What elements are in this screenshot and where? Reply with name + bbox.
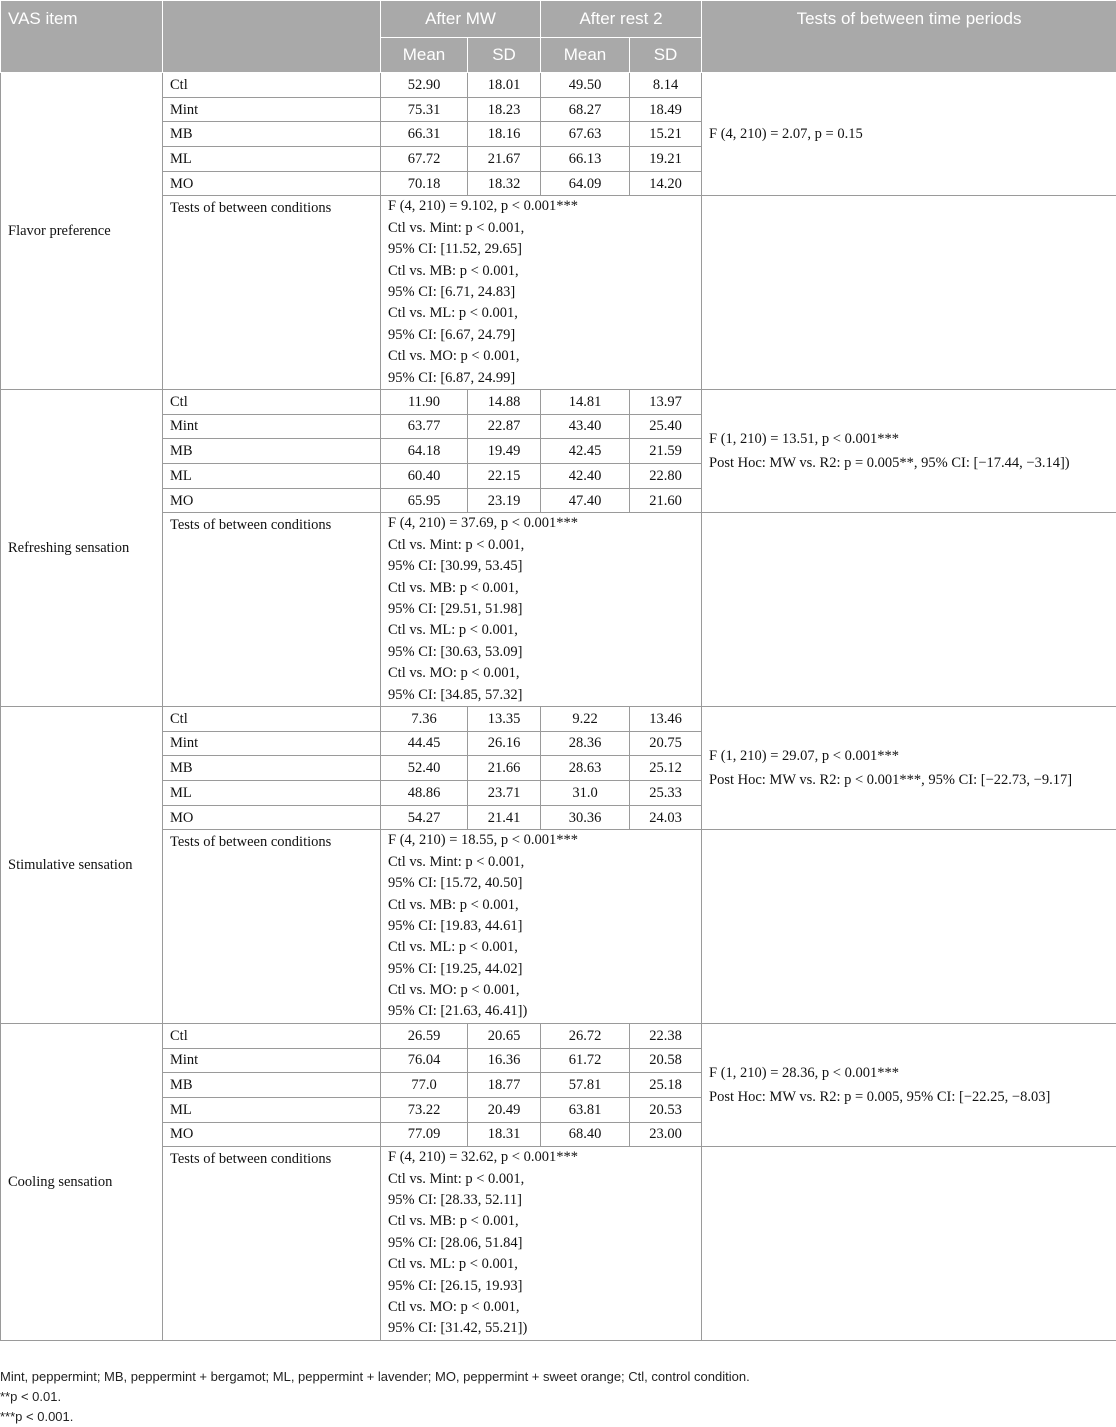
cell-r2-sd: 13.46 bbox=[630, 706, 702, 731]
cell-r2-sd: 24.03 bbox=[630, 805, 702, 830]
conditions-test-line: 95% CI: [28.06, 51.84] bbox=[388, 1233, 694, 1254]
conditions-test-line: 95% CI: [6.71, 24.83] bbox=[388, 282, 694, 303]
table-row bbox=[1, 389, 1116, 414]
cell-r2-mean: 43.40 bbox=[541, 414, 630, 439]
cell-r2-sd: 13.97 bbox=[630, 389, 702, 414]
footnote-abbreviations: Mint, peppermint; MB, peppermint + bergamot; ML, peppermint + lavender; MO, peppermint + sweet orange; Ctl, control condition. bbox=[0, 1367, 750, 1387]
cell-mw-mean: 77.09 bbox=[381, 1122, 468, 1147]
table-header bbox=[1, 1, 1116, 73]
vas-item-name: Flavor preference bbox=[1, 73, 163, 390]
vas-item-name: Stimulative sensation bbox=[1, 706, 163, 1023]
cell-r2-mean: 42.40 bbox=[541, 464, 630, 489]
cell-r2-mean: 64.09 bbox=[541, 171, 630, 196]
conditions-test-line: F (4, 210) = 32.62, p < 0.001*** bbox=[388, 1147, 694, 1168]
cell-r2-sd: 25.40 bbox=[630, 414, 702, 439]
condition-label: Mint bbox=[163, 414, 381, 439]
conditions-test-line: Ctl vs. Mint: p < 0.001, bbox=[388, 1169, 694, 1190]
cell-r2-sd: 19.21 bbox=[630, 147, 702, 172]
conditions-test-line: Ctl vs. MB: p < 0.001, bbox=[388, 578, 694, 599]
header-r2-mean: Mean bbox=[541, 38, 630, 73]
cell-mw-sd: 18.32 bbox=[468, 171, 541, 196]
empty-cell bbox=[702, 196, 1116, 390]
cell-r2-sd: 8.14 bbox=[630, 73, 702, 98]
condition-label: ML bbox=[163, 464, 381, 489]
cell-mw-sd: 18.31 bbox=[468, 1122, 541, 1147]
cell-mw-mean: 75.31 bbox=[381, 97, 468, 122]
time-period-tests bbox=[702, 1023, 1116, 1146]
conditions-test-line: Ctl vs. MB: p < 0.001, bbox=[388, 261, 694, 282]
conditions-test-results bbox=[381, 1147, 702, 1341]
time-period-tests bbox=[702, 389, 1116, 512]
conditions-test-row bbox=[1, 1147, 1116, 1341]
condition-label: MO bbox=[163, 1122, 381, 1147]
cell-r2-sd: 25.12 bbox=[630, 756, 702, 781]
conditions-test-line: 95% CI: [26.15, 19.93] bbox=[388, 1276, 694, 1297]
conditions-test-line: 95% CI: [19.25, 44.02] bbox=[388, 959, 694, 980]
table-body bbox=[1, 73, 1116, 1341]
conditions-test-line: Ctl vs. ML: p < 0.001, bbox=[388, 303, 694, 324]
cell-mw-mean: 54.27 bbox=[381, 805, 468, 830]
time-period-tests bbox=[702, 73, 1116, 196]
cell-r2-mean: 57.81 bbox=[541, 1073, 630, 1098]
conditions-test-results bbox=[381, 513, 702, 707]
cell-r2-mean: 61.72 bbox=[541, 1048, 630, 1073]
time-test-line: F (1, 210) = 29.07, p < 0.001*** bbox=[709, 744, 1109, 768]
cell-mw-sd: 16.36 bbox=[468, 1048, 541, 1073]
header-mw-sd: SD bbox=[468, 38, 541, 73]
cell-mw-mean: 11.90 bbox=[381, 389, 468, 414]
conditions-test-line: 95% CI: [31.42, 55.21]) bbox=[388, 1318, 694, 1339]
conditions-test-line: 95% CI: [6.67, 24.79] bbox=[388, 325, 694, 346]
cell-mw-sd: 18.23 bbox=[468, 97, 541, 122]
conditions-test-line: Ctl vs. MO: p < 0.001, bbox=[388, 980, 694, 1001]
time-test-line: F (4, 210) = 2.07, p = 0.15 bbox=[709, 122, 1109, 146]
condition-label: MO bbox=[163, 171, 381, 196]
condition-label: Ctl bbox=[163, 389, 381, 414]
cell-mw-sd: 26.16 bbox=[468, 731, 541, 756]
cell-r2-mean: 28.36 bbox=[541, 731, 630, 756]
condition-label: MB bbox=[163, 1073, 381, 1098]
header-mw-mean: Mean bbox=[381, 38, 468, 73]
cell-mw-sd: 14.88 bbox=[468, 389, 541, 414]
conditions-test-results bbox=[381, 196, 702, 390]
conditions-test-line: 95% CI: [21.63, 46.41]) bbox=[388, 1001, 694, 1022]
empty-cell bbox=[702, 1147, 1116, 1341]
conditions-test-line: 95% CI: [11.52, 29.65] bbox=[388, 239, 694, 260]
conditions-test-line: 95% CI: [6.87, 24.99] bbox=[388, 368, 694, 389]
cell-mw-mean: 65.95 bbox=[381, 488, 468, 513]
footnote-p001: ***p < 0.001. bbox=[0, 1407, 750, 1427]
cell-mw-sd: 20.65 bbox=[468, 1023, 541, 1048]
cell-mw-mean: 66.31 bbox=[381, 122, 468, 147]
cell-r2-sd: 18.49 bbox=[630, 97, 702, 122]
cell-mw-mean: 77.0 bbox=[381, 1073, 468, 1098]
condition-label: MB bbox=[163, 439, 381, 464]
table-row bbox=[1, 1023, 1116, 1048]
conditions-test-line: Ctl vs. ML: p < 0.001, bbox=[388, 937, 694, 958]
conditions-test-line: 95% CI: [15.72, 40.50] bbox=[388, 873, 694, 894]
cell-mw-mean: 7.36 bbox=[381, 706, 468, 731]
cell-mw-sd: 21.67 bbox=[468, 147, 541, 172]
table-row bbox=[1, 73, 1116, 98]
condition-label: ML bbox=[163, 1097, 381, 1122]
conditions-test-row bbox=[1, 513, 1116, 707]
table-footnotes bbox=[0, 1367, 750, 1427]
cell-r2-mean: 30.36 bbox=[541, 805, 630, 830]
cell-mw-mean: 64.18 bbox=[381, 439, 468, 464]
conditions-test-line: Ctl vs. MO: p < 0.001, bbox=[388, 1297, 694, 1318]
cell-r2-mean: 31.0 bbox=[541, 780, 630, 805]
cell-r2-mean: 49.50 bbox=[541, 73, 630, 98]
vas-item-name: Refreshing sensation bbox=[1, 389, 163, 706]
cell-mw-sd: 21.41 bbox=[468, 805, 541, 830]
condition-label: Ctl bbox=[163, 706, 381, 731]
cell-mw-sd: 22.15 bbox=[468, 464, 541, 489]
conditions-test-line: 95% CI: [28.33, 52.11] bbox=[388, 1190, 694, 1211]
condition-label: MO bbox=[163, 488, 381, 513]
conditions-test-line: 95% CI: [30.63, 53.09] bbox=[388, 642, 694, 663]
cell-mw-sd: 18.01 bbox=[468, 73, 541, 98]
cell-r2-mean: 47.40 bbox=[541, 488, 630, 513]
conditions-test-line: 95% CI: [30.99, 53.45] bbox=[388, 556, 694, 577]
table-row bbox=[1, 706, 1116, 731]
conditions-test-line: Ctl vs. ML: p < 0.001, bbox=[388, 1254, 694, 1275]
cell-r2-sd: 25.18 bbox=[630, 1073, 702, 1098]
conditions-test-label: Tests of between conditions bbox=[163, 513, 381, 707]
condition-label: MO bbox=[163, 805, 381, 830]
condition-label: Mint bbox=[163, 97, 381, 122]
cell-mw-mean: 52.40 bbox=[381, 756, 468, 781]
cell-r2-mean: 28.63 bbox=[541, 756, 630, 781]
empty-cell bbox=[702, 830, 1116, 1024]
conditions-test-line: Ctl vs. Mint: p < 0.001, bbox=[388, 852, 694, 873]
cell-mw-sd: 23.71 bbox=[468, 780, 541, 805]
time-test-line: F (1, 210) = 13.51, p < 0.001*** bbox=[709, 427, 1109, 451]
cell-r2-sd: 20.75 bbox=[630, 731, 702, 756]
header-tests-time: Tests of between time periods bbox=[702, 1, 1116, 73]
cell-r2-mean: 63.81 bbox=[541, 1097, 630, 1122]
conditions-test-row bbox=[1, 196, 1116, 390]
cell-r2-sd: 21.59 bbox=[630, 439, 702, 464]
footnote-p01: **p < 0.01. bbox=[0, 1387, 750, 1407]
time-test-line: Post Hoc: MW vs. R2: p = 0.005, 95% CI: [−22.25, −8.03] bbox=[709, 1085, 1109, 1109]
header-r2-sd: SD bbox=[630, 38, 702, 73]
time-test-line: Post Hoc: MW vs. R2: p < 0.001***, 95% CI: [−22.73, −9.17] bbox=[709, 768, 1109, 792]
condition-label: ML bbox=[163, 780, 381, 805]
cell-mw-mean: 26.59 bbox=[381, 1023, 468, 1048]
condition-label: Mint bbox=[163, 1048, 381, 1073]
cell-r2-mean: 68.27 bbox=[541, 97, 630, 122]
cell-r2-sd: 20.58 bbox=[630, 1048, 702, 1073]
cell-r2-sd: 21.60 bbox=[630, 488, 702, 513]
vas-item-name: Cooling sensation bbox=[1, 1023, 163, 1340]
cell-r2-sd: 23.00 bbox=[630, 1122, 702, 1147]
conditions-test-line: 95% CI: [29.51, 51.98] bbox=[388, 599, 694, 620]
cell-mw-mean: 52.90 bbox=[381, 73, 468, 98]
condition-label: MB bbox=[163, 122, 381, 147]
cell-r2-mean: 68.40 bbox=[541, 1122, 630, 1147]
cell-mw-sd: 13.35 bbox=[468, 706, 541, 731]
conditions-test-line: 95% CI: [34.85, 57.32] bbox=[388, 685, 694, 706]
cell-mw-mean: 70.18 bbox=[381, 171, 468, 196]
cell-r2-sd: 25.33 bbox=[630, 780, 702, 805]
header-after-rest2: After rest 2 bbox=[541, 1, 702, 38]
time-test-line: F (1, 210) = 28.36, p < 0.001*** bbox=[709, 1061, 1109, 1085]
cell-r2-sd: 22.80 bbox=[630, 464, 702, 489]
cell-mw-mean: 60.40 bbox=[381, 464, 468, 489]
condition-label: Mint bbox=[163, 731, 381, 756]
header-after-mw: After MW bbox=[381, 1, 541, 38]
cell-r2-sd: 22.38 bbox=[630, 1023, 702, 1048]
condition-label: ML bbox=[163, 147, 381, 172]
cell-r2-sd: 14.20 bbox=[630, 171, 702, 196]
conditions-test-line: Ctl vs. MB: p < 0.001, bbox=[388, 895, 694, 916]
conditions-test-line: Ctl vs. Mint: p < 0.001, bbox=[388, 218, 694, 239]
cell-mw-sd: 22.87 bbox=[468, 414, 541, 439]
conditions-test-results bbox=[381, 830, 702, 1024]
conditions-test-label: Tests of between conditions bbox=[163, 830, 381, 1024]
conditions-test-line: Ctl vs. ML: p < 0.001, bbox=[388, 620, 694, 641]
cell-mw-mean: 44.45 bbox=[381, 731, 468, 756]
cell-mw-sd: 23.19 bbox=[468, 488, 541, 513]
cell-mw-sd: 18.16 bbox=[468, 122, 541, 147]
conditions-test-line: Ctl vs. MB: p < 0.001, bbox=[388, 1211, 694, 1232]
cell-r2-mean: 9.22 bbox=[541, 706, 630, 731]
cell-mw-sd: 20.49 bbox=[468, 1097, 541, 1122]
empty-cell bbox=[702, 513, 1116, 707]
time-test-line: Post Hoc: MW vs. R2: p = 0.005**, 95% CI: [−17.44, −3.14]) bbox=[709, 451, 1109, 475]
cell-r2-mean: 67.63 bbox=[541, 122, 630, 147]
header-condition-blank bbox=[163, 1, 381, 73]
cell-mw-mean: 76.04 bbox=[381, 1048, 468, 1073]
conditions-test-line: Ctl vs. MO: p < 0.001, bbox=[388, 663, 694, 684]
conditions-test-label: Tests of between conditions bbox=[163, 1147, 381, 1341]
cell-r2-mean: 26.72 bbox=[541, 1023, 630, 1048]
cell-r2-sd: 20.53 bbox=[630, 1097, 702, 1122]
time-period-tests bbox=[702, 706, 1116, 829]
cell-mw-mean: 67.72 bbox=[381, 147, 468, 172]
cell-mw-mean: 73.22 bbox=[381, 1097, 468, 1122]
header-vas-item: VAS item bbox=[1, 1, 163, 73]
condition-label: Ctl bbox=[163, 73, 381, 98]
conditions-test-line: F (4, 210) = 18.55, p < 0.001*** bbox=[388, 830, 694, 851]
conditions-test-label: Tests of between conditions bbox=[163, 196, 381, 390]
cell-mw-mean: 63.77 bbox=[381, 414, 468, 439]
conditions-test-line: 95% CI: [19.83, 44.61] bbox=[388, 916, 694, 937]
cell-r2-sd: 15.21 bbox=[630, 122, 702, 147]
cell-r2-mean: 66.13 bbox=[541, 147, 630, 172]
conditions-test-line: F (4, 210) = 37.69, p < 0.001*** bbox=[388, 513, 694, 534]
conditions-test-line: Ctl vs. MO: p < 0.001, bbox=[388, 346, 694, 367]
conditions-test-row bbox=[1, 830, 1116, 1024]
condition-label: MB bbox=[163, 756, 381, 781]
conditions-test-line: F (4, 210) = 9.102, p < 0.001*** bbox=[388, 196, 694, 217]
cell-mw-mean: 48.86 bbox=[381, 780, 468, 805]
cell-mw-sd: 19.49 bbox=[468, 439, 541, 464]
cell-mw-sd: 21.66 bbox=[468, 756, 541, 781]
cell-r2-mean: 42.45 bbox=[541, 439, 630, 464]
conditions-test-line: Ctl vs. Mint: p < 0.001, bbox=[388, 535, 694, 556]
cell-mw-sd: 18.77 bbox=[468, 1073, 541, 1098]
condition-label: Ctl bbox=[163, 1023, 381, 1048]
cell-r2-mean: 14.81 bbox=[541, 389, 630, 414]
